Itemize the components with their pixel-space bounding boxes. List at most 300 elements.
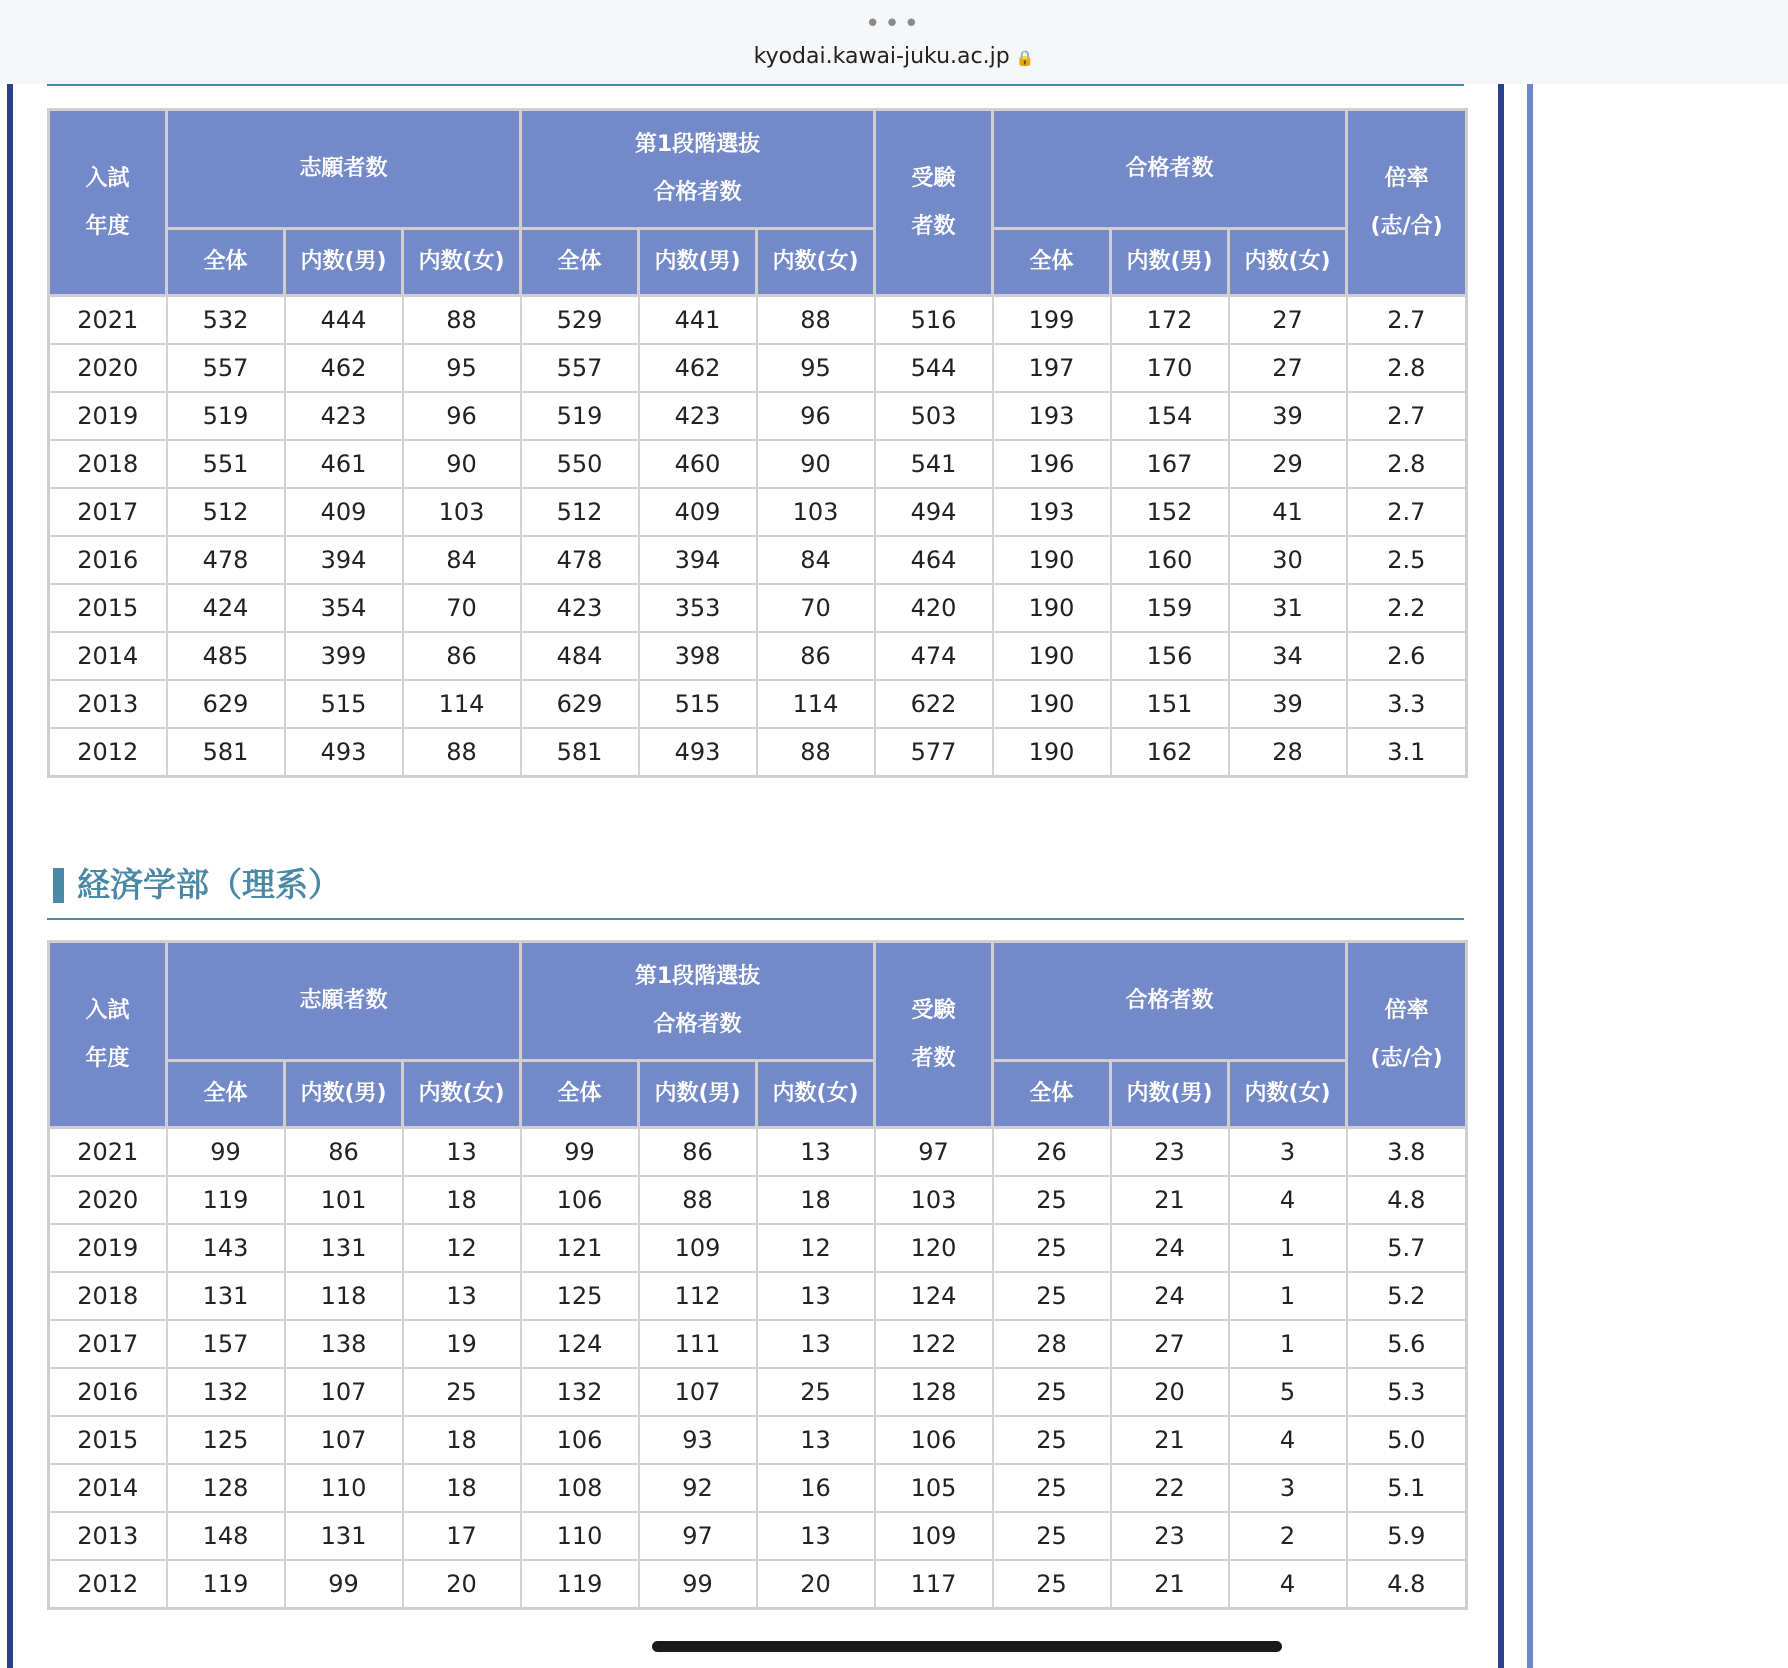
table-cell: 18 [403,1176,521,1224]
table-cell: 3.8 [1347,1128,1467,1177]
table-cell: 96 [757,392,875,440]
table-cell: 493 [285,728,403,777]
year-cell: 2014 [49,1464,167,1512]
table-cell: 190 [993,584,1111,632]
table-row [49,728,1467,777]
table-cell: 25 [993,1560,1111,1609]
table-cell: 131 [285,1512,403,1560]
header-year-line1: 入試 [85,165,130,191]
table-row [49,392,1467,440]
table-cell: 131 [285,1224,403,1272]
year-cell: 2020 [49,344,167,392]
year-cell: 2021 [49,296,167,345]
table-cell: 2.7 [1347,296,1467,345]
subheader-male: 内数(男) [1111,229,1229,296]
table-cell: 128 [167,1464,285,1512]
url-text[interactable] [0,44,1788,69]
table-cell: 92 [639,1464,757,1512]
table-cell: 29 [1229,440,1347,488]
table-cell: 88 [403,728,521,777]
home-indicator[interactable] [652,1641,1282,1652]
table-cell: 25 [757,1368,875,1416]
year-cell: 2012 [49,728,167,777]
table-cell: 394 [285,536,403,584]
table-cell: 12 [403,1224,521,1272]
table-cell: 462 [285,344,403,392]
table-cell: 106 [521,1416,639,1464]
table-cell: 27 [1229,344,1347,392]
year-cell: 2018 [49,1272,167,1320]
table-cell: 13 [403,1272,521,1320]
year-cell: 2015 [49,584,167,632]
table-cell: 485 [167,632,285,680]
table-cell: 27 [1111,1320,1229,1368]
table-cell: 494 [875,488,993,536]
table-cell: 18 [403,1464,521,1512]
table-cell: 124 [521,1320,639,1368]
table-cell: 157 [167,1320,285,1368]
table-cell: 5.6 [1347,1320,1467,1368]
table-cell: 2.7 [1347,392,1467,440]
table-cell: 2.8 [1347,440,1467,488]
table-cell: 4 [1229,1416,1347,1464]
table-cell: 5.7 [1347,1224,1467,1272]
subheader-total: 全体 [993,229,1111,296]
subheader-total: 全体 [167,1061,285,1128]
table-cell: 4 [1229,1560,1347,1609]
header-stage1 [521,110,875,229]
table-cell: 70 [403,584,521,632]
table-cell: 550 [521,440,639,488]
table-cell: 162 [1111,728,1229,777]
table-row [49,1224,1467,1272]
header-examinees-line2: 者数 [911,1045,956,1071]
table-cell: 461 [285,440,403,488]
header-ratio-line2: (志/合) [1370,213,1443,239]
admissions-table-1 [47,108,1468,778]
header-applicants: 志願者数 [167,110,521,229]
table-row [49,1176,1467,1224]
table-cell: 107 [285,1368,403,1416]
table-cell: 4 [1229,1176,1347,1224]
table-cell: 3.3 [1347,680,1467,728]
table-cell: 557 [521,344,639,392]
table-cell: 17 [403,1512,521,1560]
table-cell: 5.9 [1347,1512,1467,1560]
table-cell: 101 [285,1176,403,1224]
year-cell: 2013 [49,1512,167,1560]
table-cell: 109 [639,1224,757,1272]
table-row [49,1416,1467,1464]
subheader-male: 内数(男) [639,1061,757,1128]
table-body-2 [49,1128,1467,1609]
table-cell: 3.1 [1347,728,1467,777]
table-row [49,680,1467,728]
table-cell: 1 [1229,1272,1347,1320]
header-examinees-line2: 者数 [911,213,956,239]
table-cell: 2.7 [1347,488,1467,536]
table-row [49,344,1467,392]
subheader-male: 内数(男) [285,229,403,296]
table-cell: 107 [639,1368,757,1416]
table-cell: 132 [521,1368,639,1416]
table-cell: 190 [993,728,1111,777]
table-cell: 114 [403,680,521,728]
table-cell: 13 [403,1128,521,1177]
table-cell: 84 [403,536,521,584]
table-cell: 119 [167,1560,285,1609]
table-cell: 125 [167,1416,285,1464]
table-cell: 114 [757,680,875,728]
table-cell: 132 [167,1368,285,1416]
header-examinees-line1: 受験 [911,165,956,191]
section-title: 経済学部（理系） [77,865,341,904]
table-cell: 24 [1111,1272,1229,1320]
table-cell: 34 [1229,632,1347,680]
table-cell: 516 [875,296,993,345]
year-cell: 2016 [49,536,167,584]
subheader-male: 内数(男) [285,1061,403,1128]
table-cell: 70 [757,584,875,632]
page-frame-right-accent [1527,84,1533,1668]
header-applicants: 志願者数 [167,942,521,1061]
table-cell: 3 [1229,1464,1347,1512]
table-cell: 154 [1111,392,1229,440]
year-cell: 2012 [49,1560,167,1609]
more-dots-icon[interactable]: ••• [864,9,923,39]
table-body-1 [49,296,1467,777]
table-cell: 99 [521,1128,639,1177]
table-cell: 13 [757,1416,875,1464]
page-frame-right [1498,84,1504,1668]
section-divider [47,84,1464,86]
table-cell: 105 [875,1464,993,1512]
year-cell: 2013 [49,680,167,728]
table-cell: 423 [285,392,403,440]
table-cell: 13 [757,1272,875,1320]
header-examinees [875,942,993,1128]
subheader-female: 内数(女) [757,229,875,296]
table-cell: 541 [875,440,993,488]
table-cell: 512 [521,488,639,536]
table-cell: 22 [1111,1464,1229,1512]
header-ratio [1347,110,1467,296]
table-cell: 24 [1111,1224,1229,1272]
subheader-female: 内数(女) [1229,229,1347,296]
table-cell: 99 [167,1128,285,1177]
table-cell: 13 [757,1512,875,1560]
table-cell: 2.5 [1347,536,1467,584]
year-cell: 2019 [49,1224,167,1272]
table-cell: 420 [875,584,993,632]
table-cell: 25 [993,1224,1111,1272]
table-cell: 41 [1229,488,1347,536]
header-passed: 合格者数 [993,942,1347,1061]
table-cell: 622 [875,680,993,728]
table-cell: 39 [1229,392,1347,440]
year-cell: 2014 [49,632,167,680]
table-cell: 409 [285,488,403,536]
table-cell: 519 [167,392,285,440]
table-cell: 23 [1111,1128,1229,1177]
table-cell: 28 [993,1320,1111,1368]
table-cell: 128 [875,1368,993,1416]
table-cell: 108 [521,1464,639,1512]
header-ratio-line1: 倍率 [1384,997,1429,1023]
year-cell: 2019 [49,392,167,440]
table-row [49,1464,1467,1512]
table-cell: 13 [757,1320,875,1368]
table-cell: 399 [285,632,403,680]
table-cell: 109 [875,1512,993,1560]
table-cell: 2.2 [1347,584,1467,632]
header-year-line1: 入試 [85,997,130,1023]
table-cell: 106 [521,1176,639,1224]
header-ratio-line2: (志/合) [1370,1045,1443,1071]
table-row [49,296,1467,345]
table-cell: 103 [757,488,875,536]
table-cell: 30 [1229,536,1347,584]
table-cell: 4.8 [1347,1560,1467,1609]
table-cell: 12 [757,1224,875,1272]
table-row [49,1512,1467,1560]
year-cell: 2018 [49,440,167,488]
table-cell: 88 [403,296,521,345]
table-cell: 519 [521,392,639,440]
table-cell: 532 [167,296,285,345]
table-cell: 444 [285,296,403,345]
table-cell: 90 [403,440,521,488]
table-cell: 629 [521,680,639,728]
table-cell: 151 [1111,680,1229,728]
table-cell: 25 [993,1176,1111,1224]
table-cell: 86 [285,1128,403,1177]
table-cell: 512 [167,488,285,536]
table-cell: 464 [875,536,993,584]
table-cell: 119 [167,1176,285,1224]
table-cell: 131 [167,1272,285,1320]
table-cell: 460 [639,440,757,488]
table-cell: 26 [993,1128,1111,1177]
table-cell: 23 [1111,1512,1229,1560]
table-cell: 581 [521,728,639,777]
table-row [49,1320,1467,1368]
table-cell: 172 [1111,296,1229,345]
table-cell: 557 [167,344,285,392]
table-cell: 190 [993,632,1111,680]
table-cell: 21 [1111,1416,1229,1464]
table-cell: 529 [521,296,639,345]
table-cell: 5.3 [1347,1368,1467,1416]
table-row [49,1368,1467,1416]
table-cell: 25 [403,1368,521,1416]
table-cell: 199 [993,296,1111,345]
table-cell: 86 [403,632,521,680]
table-cell: 31 [1229,584,1347,632]
table-row [49,584,1467,632]
table-cell: 197 [993,344,1111,392]
subheader-male: 内数(男) [1111,1061,1229,1128]
subheader-total: 全体 [993,1061,1111,1128]
table-row [49,488,1467,536]
header-year [49,110,167,296]
table-cell: 25 [993,1416,1111,1464]
table-cell: 629 [167,680,285,728]
table-cell: 143 [167,1224,285,1272]
table-cell: 25 [993,1368,1111,1416]
table-cell: 493 [639,728,757,777]
header-stage1-line2: 合格者数 [653,1012,742,1037]
url-label: kyodai.kawai-juku.ac.jp [753,44,1010,69]
page-frame-left [7,84,13,1668]
table-cell: 106 [875,1416,993,1464]
table-cell: 21 [1111,1176,1229,1224]
table-row [49,1128,1467,1177]
table-cell: 19 [403,1320,521,1368]
table-cell: 138 [285,1320,403,1368]
table-cell: 18 [757,1176,875,1224]
year-cell: 2017 [49,488,167,536]
year-cell: 2017 [49,1320,167,1368]
table-cell: 20 [403,1560,521,1609]
table-cell: 170 [1111,344,1229,392]
table-cell: 39 [1229,680,1347,728]
table-cell: 124 [875,1272,993,1320]
table-cell: 462 [639,344,757,392]
table-cell: 354 [285,584,403,632]
table-cell: 148 [167,1512,285,1560]
table-cell: 156 [1111,632,1229,680]
header-year-line2: 年度 [85,1045,130,1071]
table-cell: 190 [993,680,1111,728]
table-cell: 193 [993,488,1111,536]
table-cell: 118 [285,1272,403,1320]
table-cell: 423 [639,392,757,440]
header-ratio [1347,942,1467,1128]
table-cell: 581 [167,728,285,777]
table-cell: 544 [875,344,993,392]
subheader-female: 内数(女) [403,229,521,296]
header-year-line2: 年度 [85,213,130,239]
table-cell: 110 [285,1464,403,1512]
table-cell: 353 [639,584,757,632]
table-row [49,536,1467,584]
header-stage1-line1: 第1段階選抜 [634,132,761,157]
year-cell: 2021 [49,1128,167,1177]
table-cell: 93 [639,1416,757,1464]
table-cell: 125 [521,1272,639,1320]
subheader-total: 全体 [167,229,285,296]
header-stage1 [521,942,875,1061]
table-cell: 95 [757,344,875,392]
table-cell: 16 [757,1464,875,1512]
table-cell: 5.0 [1347,1416,1467,1464]
table-cell: 441 [639,296,757,345]
table-cell: 111 [639,1320,757,1368]
table-cell: 120 [875,1224,993,1272]
table-cell: 18 [403,1416,521,1464]
table-cell: 28 [1229,728,1347,777]
lock-icon: 🔒 [1015,49,1035,67]
year-cell: 2016 [49,1368,167,1416]
table-cell: 409 [639,488,757,536]
table-cell: 1 [1229,1320,1347,1368]
table-cell: 25 [993,1464,1111,1512]
table-cell: 167 [1111,440,1229,488]
table-cell: 21 [1111,1560,1229,1609]
table-cell: 20 [1111,1368,1229,1416]
header-examinees-line1: 受験 [911,997,956,1023]
subheader-total: 全体 [521,229,639,296]
table-cell: 423 [521,584,639,632]
table-cell: 1 [1229,1224,1347,1272]
header-stage1-line2: 合格者数 [653,180,742,205]
table-cell: 515 [285,680,403,728]
table-cell: 2.6 [1347,632,1467,680]
table-cell: 25 [993,1512,1111,1560]
heading-accent-bar [53,868,64,903]
table-cell: 474 [875,632,993,680]
table-cell: 3 [1229,1128,1347,1177]
table-cell: 503 [875,392,993,440]
header-examinees [875,110,993,296]
subheader-female: 内数(女) [403,1061,521,1128]
table-cell: 117 [875,1560,993,1609]
browser-address-bar [0,0,1788,84]
table-cell: 551 [167,440,285,488]
table-cell: 193 [993,392,1111,440]
table-cell: 122 [875,1320,993,1368]
table-cell: 95 [403,344,521,392]
table-cell: 112 [639,1272,757,1320]
table-cell: 4.8 [1347,1176,1467,1224]
table-cell: 394 [639,536,757,584]
section-heading [47,860,1464,920]
table-cell: 484 [521,632,639,680]
header-ratio-line1: 倍率 [1384,165,1429,191]
header-stage1-line1: 第1段階選抜 [634,964,761,989]
table-cell: 159 [1111,584,1229,632]
table-cell: 97 [639,1512,757,1560]
table-row [49,1560,1467,1609]
header-passed: 合格者数 [993,110,1347,229]
table-cell: 99 [639,1560,757,1609]
table-cell: 152 [1111,488,1229,536]
table-row [49,440,1467,488]
table-cell: 27 [1229,296,1347,345]
subheader-total: 全体 [521,1061,639,1128]
table-cell: 160 [1111,536,1229,584]
table-cell: 97 [875,1128,993,1177]
table-cell: 86 [639,1128,757,1177]
table-cell: 5.1 [1347,1464,1467,1512]
table-cell: 90 [757,440,875,488]
table-cell: 86 [757,632,875,680]
subheader-male: 内数(男) [639,229,757,296]
table-cell: 5 [1229,1368,1347,1416]
table-cell: 119 [521,1560,639,1609]
table-cell: 577 [875,728,993,777]
table-cell: 5.2 [1347,1272,1467,1320]
table-cell: 478 [167,536,285,584]
subheader-female: 内数(女) [757,1061,875,1128]
table-cell: 84 [757,536,875,584]
table-row [49,632,1467,680]
table-cell: 96 [403,392,521,440]
table-cell: 99 [285,1560,403,1609]
table-cell: 424 [167,584,285,632]
table-cell: 103 [875,1176,993,1224]
